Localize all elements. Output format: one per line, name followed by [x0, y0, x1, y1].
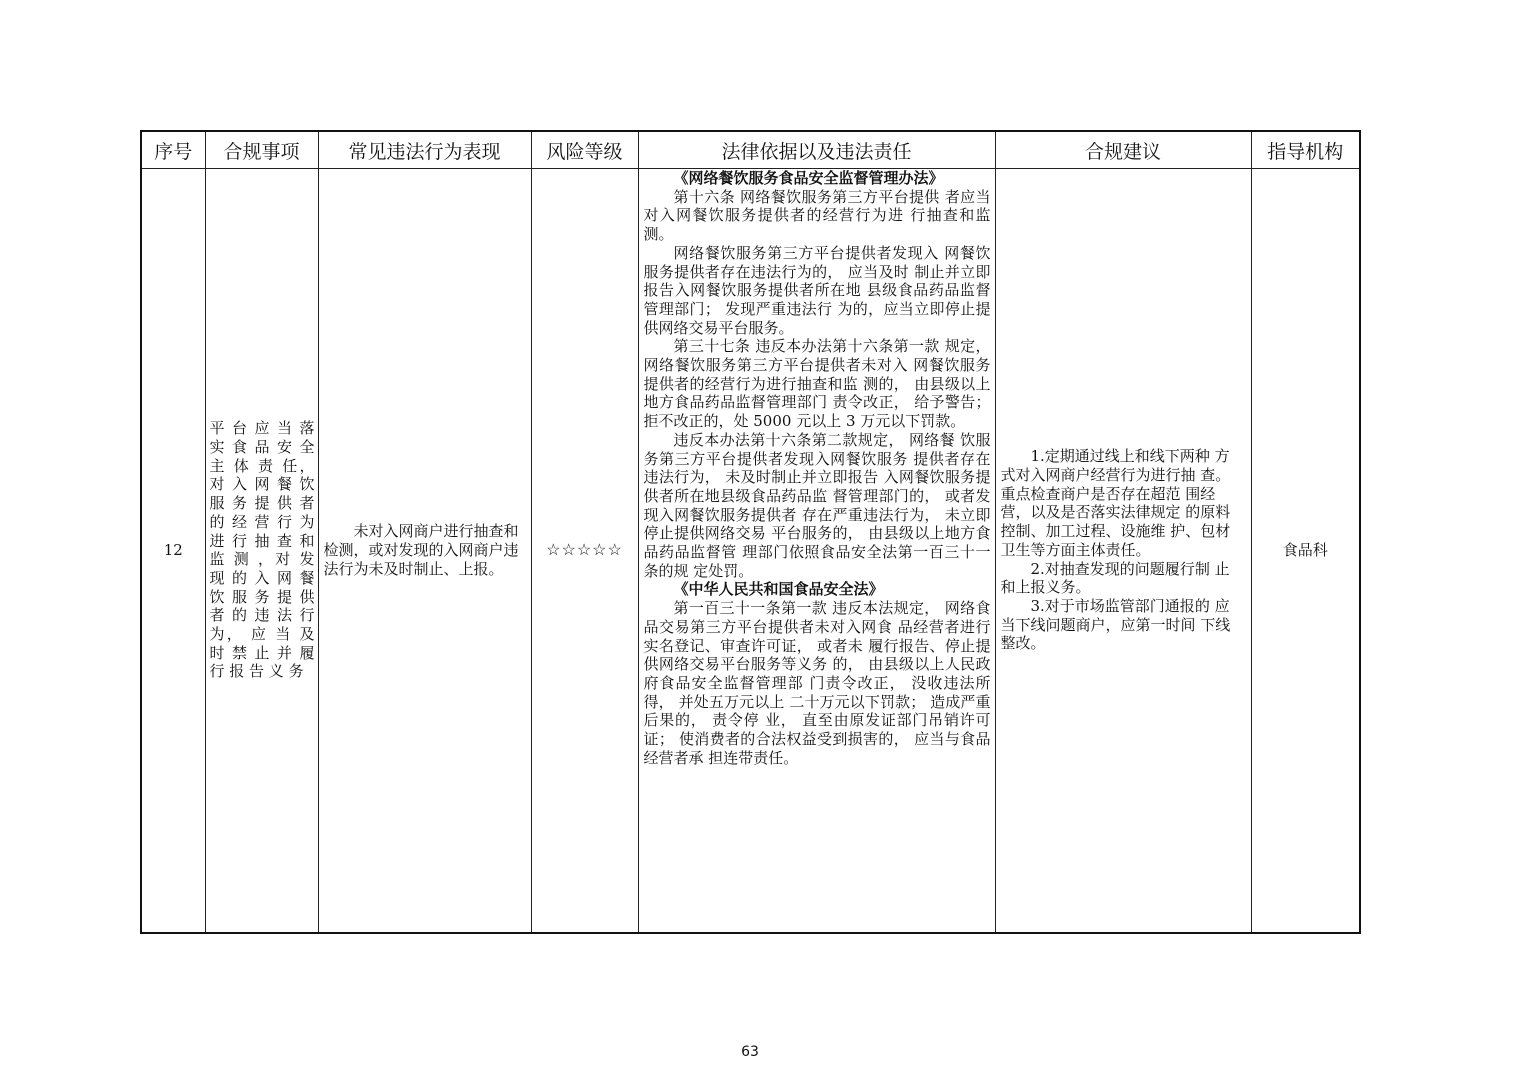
suggestion-3: 3.对于市场监管部门通报的 应当下线问题商户，应第一时间 下线整改。 — [1000, 597, 1231, 653]
law-heading-2: 《中华人民共和国食品安全法》 — [673, 580, 884, 599]
violation-behavior: 未对入网商户进行抽查和检测，或对发现的入网商户违法行为未及时制止、上报。 — [318, 169, 531, 933]
header-suggestion: 合规建议 — [995, 131, 1251, 169]
law-paragraph-3: 第三十七条 违反本办法第十六条第一款 规定， 网络餐饮服务第三方平台提供者未对入 网餐饮服务提供者的经营行为进行抽查和监 测的， 由县级以上地方食品药品监督管理部门 责令改正， 给予警告； 拒不改正的，处 5000 元以上 3 万元以下罚款。 — [643, 337, 991, 431]
table-row — [141, 169, 1360, 933]
header-risk: 风险等级 — [531, 131, 638, 169]
law-paragraph-5: 第一百三十一条第一款 违反本法规定， 网络食品交易第三方平台提供者未对入网食 品经营者进行实名登记、审查许可证， 或者未 履行报告、停止提供网络交易平台服务等义务 的， 由县级以上人民政府食品安全监督管理部 门责令改正， 没收违法所得， 并处五万元以上 二十万元以下罚款； 造成严重后果的， 责令停 业， 直至由原发证部门吊销许可证； 使消费者的合法权益受到损害的， 应当与食品经营者承 担连带责任。 — [643, 599, 991, 767]
row-number: 12 — [141, 169, 205, 933]
header-item: 合规事项 — [205, 131, 318, 169]
suggestion-1: 1.定期通过线上和线下两种 方式对入网商户经营行为进行抽 查。重点检查商户是否存在超范 围经营，以及是否落实法律规定 的原料控制、加工过程、设施维 护、包材卫生等方面主体责任。 — [1000, 447, 1231, 559]
header-org: 指导机构 — [1251, 131, 1360, 169]
header-behavior: 常见违法行为表现 — [318, 131, 531, 169]
compliance-suggestion — [995, 169, 1251, 933]
compliance-item: 平 台 应 当 落 实 食 品 安 全 主 体 责 任， 对 入 网 餐 饮 服 务 提 供 者 的 经 营 行 为 进 行 抽 查 和 监 测 ，对 发 现 的 入 网 餐 饮 服 务 提 供 者 的 违 法 行 为， 应 当 及 时 禁 止 并 履 行 报 告 义 务 — [205, 169, 318, 933]
page-number: 63 — [741, 1044, 759, 1060]
legal-basis — [638, 169, 995, 933]
header-law: 法律依据以及违法责任 — [638, 131, 995, 169]
compliance-table — [140, 130, 1361, 934]
risk-level-stars: ☆☆☆☆☆ — [531, 169, 638, 933]
header-no: 序号 — [141, 131, 205, 169]
law-paragraph-2: 网络餐饮服务第三方平台提供者发现入 网餐饮服务提供者存在违法行为的， 应当及时 制止并立即报告入网餐饮服务提供者所在地 县级食品药品监督管理部门； 发现严重违法行 为的，应当立即停止提供网络交易平台服务。 — [643, 243, 991, 337]
table-header-row — [141, 131, 1360, 169]
suggestion-2: 2.对抽查发现的问题履行制 止和上报义务。 — [1000, 559, 1230, 597]
law-paragraph-4: 违反本办法第十六条第二款规定， 网络餐 饮服务第三方平台提供者发现入网餐饮服务 提供者存在违法行为， 未及时制止并立即报告 入网餐饮服务提供者所在地县级食品药品监 督管理部门的， 或者发现入网餐饮服务提供者 存在严重违法行为， 未立即停止提供网络交易 平台服务的， 由县级以上地方食品药品监督管 理部门依照食品安全法第一百三十一条的规 定处罚。 — [643, 430, 991, 580]
law-heading-1: 《网络餐饮服务食品安全监督管理办法》 — [673, 169, 944, 187]
guidance-organization: 食品科 — [1251, 169, 1360, 933]
law-paragraph-1: 第十六条 网络餐饮服务第三方平台提供 者应当对入网餐饮服务提供者的经营行为进 行抽查和监测。 — [643, 187, 991, 244]
